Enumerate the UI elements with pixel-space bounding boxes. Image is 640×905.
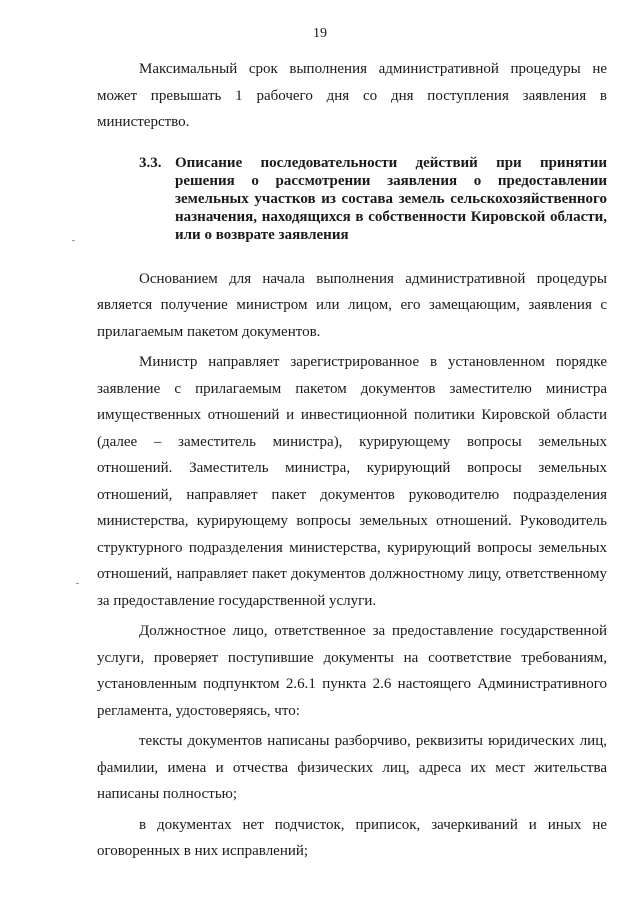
page-number: 19 [313,26,327,41]
paragraph: Должностное лицо, ответственное за предоставление государственной услуги, проверяет поступившие документы на соответствие требованиям, установленным подпунктом 2.6.1 пункта 2.6 настоящего Административного регламента, удостоверяясь, что: [97,623,607,719]
paragraph: тексты документов написаны разборчиво, реквизиты юридических лиц, фамилии, имена и отчества физических лиц, адреса их мест жительства написаны полностью; [97,733,607,802]
section-number: 3.3. [139,154,162,171]
paragraph: в документах нет подчисток, приписок, зачеркиваний и иных не оговоренных в них исправлений; [97,816,607,859]
paragraph: Максимальный срок выполнения административной процедуры не может превышать 1 рабочего дня со дня поступления заявления в министерство. [97,61,607,130]
margin-mark [76,583,79,584]
paragraph: Министр направляет зарегистрированное в установленном порядке заявление с прилагаемым пакетом документов заместителю министра имущественных отношений и инвестиционной политики Кировской области (далее – заместитель министра), курирующему вопросы земельных отношений. Заместитель министра, курирующий вопросы земельных отношений, направляет пакет документов руководителю подразделения министерства, курирующему вопросы земельных отношений. Руководитель структурного подразделения министерства, курирующий вопросы земельных отношений, направляет пакет документов должностному лицу, ответственному за предоставление государственной услуги. [97,354,607,609]
document-body [97,56,607,869]
section-title: Описание последовательности действий при принятии решения о рассмотрении заявления о предоставлении земельных участков из состава земель сельскохозяйственного назначения, находящихся в собственности Кировской области, или о возврате заявления [175,154,607,243]
margin-mark [72,240,75,241]
paragraph: Основанием для начала выполнения административной процедуры является получение министром или лицом, его замещающим, заявления с прилагаемым пакетом документов. [97,270,607,340]
section-heading [97,154,607,244]
